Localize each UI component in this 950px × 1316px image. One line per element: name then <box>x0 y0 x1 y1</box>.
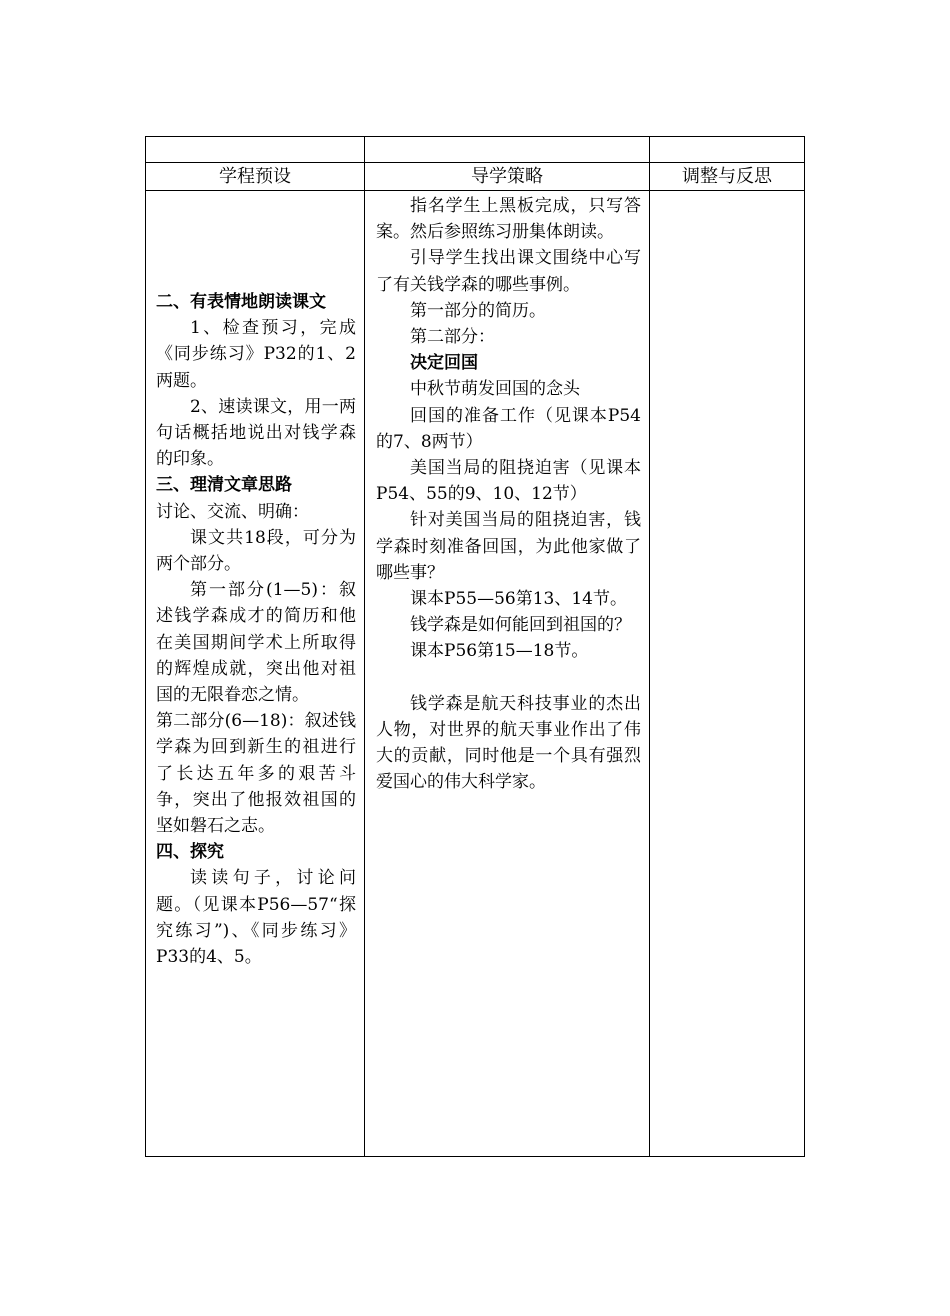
middle-paragraph: 第一部分的简历。 <box>410 300 546 321</box>
column-divider <box>649 137 650 1156</box>
left-paragraph: 2、速读课文，用一两句话概括地说出对钱学森的印象。 <box>156 396 356 470</box>
left-paragraph: 读读句子，讨论问题。（见课本P56—57“探究练习”)、《同步练习》P33的4、5。 <box>156 868 356 968</box>
study-plan-column <box>156 289 356 970</box>
left-paragraph: 1、检查预习，完成《同步练习》P32的1、2两题。 <box>156 318 356 391</box>
left-paragraph: 三、理清文章思路 <box>156 475 292 496</box>
column-divider <box>364 137 365 1156</box>
header-guidance-strategy: 导学策略 <box>471 166 543 187</box>
middle-paragraph: 指名学生上黑板完成，只写答案。然后参照练习册集体朗读。 <box>376 196 641 243</box>
middle-paragraph: 课本P56第15—18节。 <box>410 641 589 662</box>
middle-paragraph: 钱学森是如何能回到祖国的？ <box>410 615 631 636</box>
header-adjust-reflect: 调整与反思 <box>682 166 772 187</box>
middle-paragraph: 美国当局的阻挠迫害（见课本P54、55的9、10、12节） <box>376 458 641 505</box>
left-paragraph: 四、探究 <box>156 842 224 863</box>
middle-paragraph: 回国的准备工作（见课本P54的7、8两节） <box>376 405 641 452</box>
header-study-plan: 学程预设 <box>219 166 291 187</box>
middle-paragraph: 针对美国当局的阻挠迫害，钱学森时刻准备回国，为此他家做了哪些事？ <box>376 510 641 583</box>
left-paragraph: 课文共18段，可分为两个部分。 <box>156 527 356 575</box>
middle-paragraph: 钱学森是航天科技事业的杰出人物，对世界的航天事业作出了伟大的贡献，同时他是一个具有强烈爱国心的伟大科学家。 <box>376 693 641 793</box>
middle-paragraph <box>376 665 641 691</box>
left-paragraph: 第一部分(1—5)：叙述钱学森成才的简历和他在美国期间学术上所取得的辉煌成就，突出他对祖国的无限眷恋之情。 <box>156 580 356 706</box>
left-paragraph: 二、有表情地朗读课文 <box>156 292 326 312</box>
left-paragraph: 第二部分(6—18)：叙述钱学森为回到新生的祖进行了长达五年多的艰苦斗争，突出了他报效祖国的坚如磐石之志。 <box>156 711 356 837</box>
left-paragraph: 讨论、交流、明确： <box>156 501 309 522</box>
middle-paragraph: 引导学生找出课文围绕中心写了有关钱学森的哪些事例。 <box>376 248 641 295</box>
middle-paragraph: 决定回国 <box>410 353 478 374</box>
middle-paragraph: 第二部分： <box>410 327 495 348</box>
middle-paragraph: 课本P55—56第13、14节。 <box>410 589 627 610</box>
middle-paragraph: 中秋节萌发回国的念头 <box>410 379 580 400</box>
guidance-strategy-column <box>376 193 641 796</box>
lesson-plan-table <box>145 136 805 1157</box>
